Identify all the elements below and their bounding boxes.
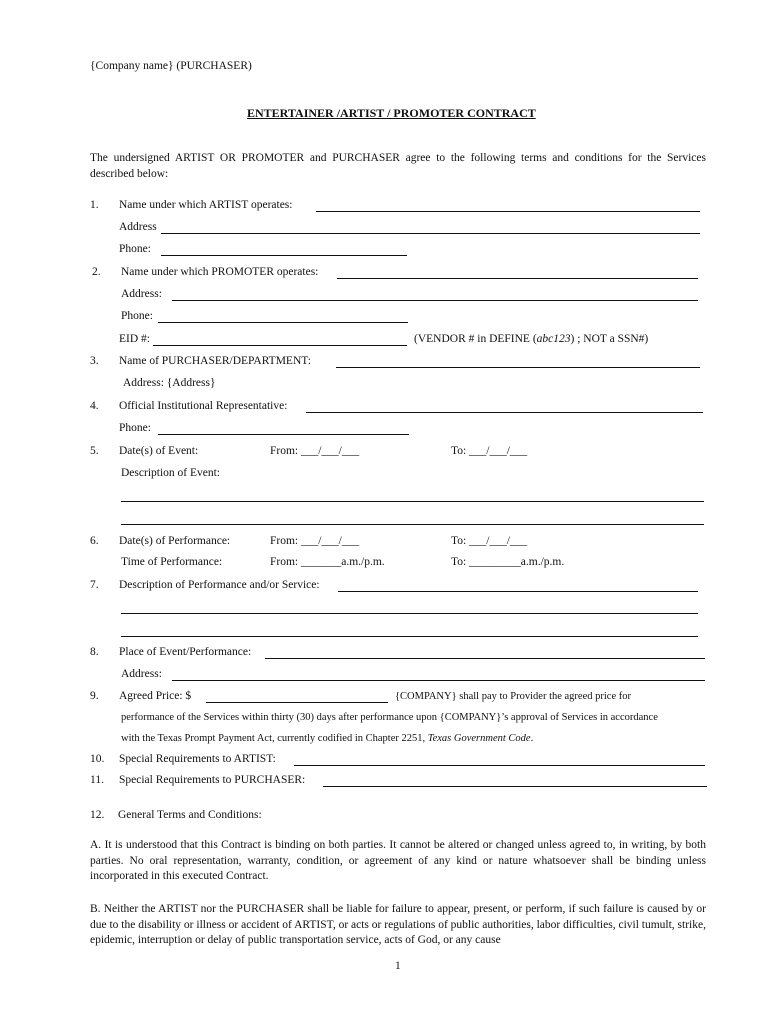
performance-description-line-2[interactable] [121, 613, 698, 614]
vendor-note [414, 333, 648, 345]
artist-name-field[interactable] [316, 211, 700, 212]
purchaser-requirements-label: Special Requirements to PURCHASER: [119, 774, 306, 786]
event-dates-label: Date(s) of Event: [119, 445, 199, 457]
artist-address-label: Address [119, 221, 157, 233]
general-terms-label: General Terms and Conditions: [118, 809, 262, 821]
artist-phone-field[interactable] [161, 255, 407, 256]
artist-requirements-field[interactable] [294, 765, 705, 766]
item-7-number: 7. [90, 579, 99, 591]
performance-description-line-3[interactable] [121, 636, 698, 637]
item-12-number: 12. [90, 809, 105, 821]
place-address-field[interactable] [172, 680, 705, 681]
representative-field[interactable] [306, 412, 703, 413]
item-5-number: 5. [90, 445, 99, 457]
place-address-label: Address: [121, 668, 162, 680]
place-field[interactable] [265, 658, 705, 659]
price-terms-line-3 [121, 733, 533, 744]
page-number: 1 [395, 960, 401, 972]
event-date-to[interactable]: To: ___/___/___ [451, 445, 528, 457]
promoter-eid-field[interactable] [153, 345, 407, 346]
vendor-note-a: (VENDOR # in DEFINE ( [414, 333, 537, 345]
place-label: Place of Event/Performance: [119, 646, 252, 658]
representative-label: Official Institutional Representative: [119, 400, 288, 412]
performance-time-from[interactable]: From: _______a.m./p.m. [270, 556, 385, 568]
item-2-number: 2. [92, 266, 101, 278]
item-6-number: 6. [90, 535, 99, 547]
event-date-from[interactable]: From: ___/___/___ [270, 445, 360, 457]
vendor-note-b: ) ; NOT a SSN#) [570, 333, 649, 345]
performance-description-label: Description of Performance and/or Service: [119, 579, 320, 591]
promoter-name-field[interactable] [337, 278, 698, 279]
representative-phone-field[interactable] [158, 434, 409, 435]
promoter-address-field[interactable] [172, 300, 698, 301]
paragraph-b: B. Neither the ARTIST nor the PURCHASER shall be liable for failure to appear, present, or perform, if such failure is caused by or due to the disability or illness or accident of ARTIST, or acts or regulations of public authorities, labor difficulties, civil tumult, strike, epidemic, interruption or delay of public transportation service, acts of God, or any cause [90, 903, 706, 946]
price-terms-code: Texas Government Code [427, 733, 531, 744]
performance-time-to[interactable]: To: _________a.m./p.m. [451, 556, 565, 568]
purchaser-dept-label: Name of PURCHASER/DEPARTMENT: [119, 355, 311, 367]
vendor-note-example: abc123 [536, 333, 571, 345]
representative-phone-label: Phone: [119, 422, 151, 434]
price-terms-line-1: {COMPANY} shall pay to Provider the agreed price for [395, 691, 631, 702]
event-description-label: Description of Event: [121, 467, 221, 479]
price-terms-line-2: performance of the Services within thirty (30) days after performance upon {COMPANY}’s approval of Services in accordance [121, 712, 658, 723]
price-terms-line-3a: with the Texas Prompt Payment Act, currently codified in Chapter 2251, [121, 733, 428, 744]
artist-requirements-label: Special Requirements to ARTIST: [119, 753, 276, 765]
promoter-address-label: Address: [121, 288, 162, 300]
purchaser-requirements-field[interactable] [323, 786, 707, 787]
item-9-number: 9. [90, 690, 99, 702]
promoter-phone-label: Phone: [121, 310, 153, 322]
event-description-line-2[interactable] [121, 524, 704, 525]
purchaser-address: Address: {Address} [123, 377, 216, 389]
performance-description-field[interactable] [338, 591, 698, 592]
document-title: ENTERTAINER /ARTIST / PROMOTER CONTRACT [247, 106, 536, 120]
price-terms-line-3b: . [530, 733, 534, 744]
artist-phone-label: Phone: [119, 243, 151, 255]
promoter-name-label: Name under which PROMOTER operates: [121, 266, 319, 278]
item-11-number: 11. [90, 774, 104, 786]
item-1-number: 1. [90, 199, 99, 211]
performance-time-label: Time of Performance: [121, 556, 223, 568]
agreed-price-label: Agreed Price: $ [119, 690, 192, 702]
artist-address-field[interactable] [161, 233, 700, 234]
item-3-number: 3. [90, 355, 99, 367]
artist-name-label: Name under which ARTIST operates: [119, 199, 293, 211]
agreed-price-field[interactable] [206, 702, 388, 703]
event-description-line-1[interactable] [121, 501, 704, 502]
intro-paragraph: The undersigned ARTIST OR PROMOTER and PURCHASER agree to the following terms and conditions for the Services described below: [90, 152, 706, 180]
performance-date-to[interactable]: To: ___/___/___ [451, 535, 528, 547]
item-10-number: 10. [90, 753, 105, 765]
performance-dates-label: Date(s) of Performance: [119, 535, 231, 547]
promoter-eid-label: EID #: [119, 333, 150, 345]
company-header: {Company name} (PURCHASER) [90, 60, 252, 72]
item-8-number: 8. [90, 646, 99, 658]
item-4-number: 4. [90, 400, 99, 412]
purchaser-dept-field[interactable] [336, 367, 700, 368]
promoter-phone-field[interactable] [158, 322, 408, 323]
paragraph-a: A. It is understood that this Contract is binding on both parties. It cannot be altered or changed unless agreed to, in writing, by both parties. No oral representation, warranty, condition, or agreement of any kind or nature whatsoever shall be binding unless incorporated in this executed Contract. [90, 839, 706, 882]
performance-date-from[interactable]: From: ___/___/___ [270, 535, 360, 547]
